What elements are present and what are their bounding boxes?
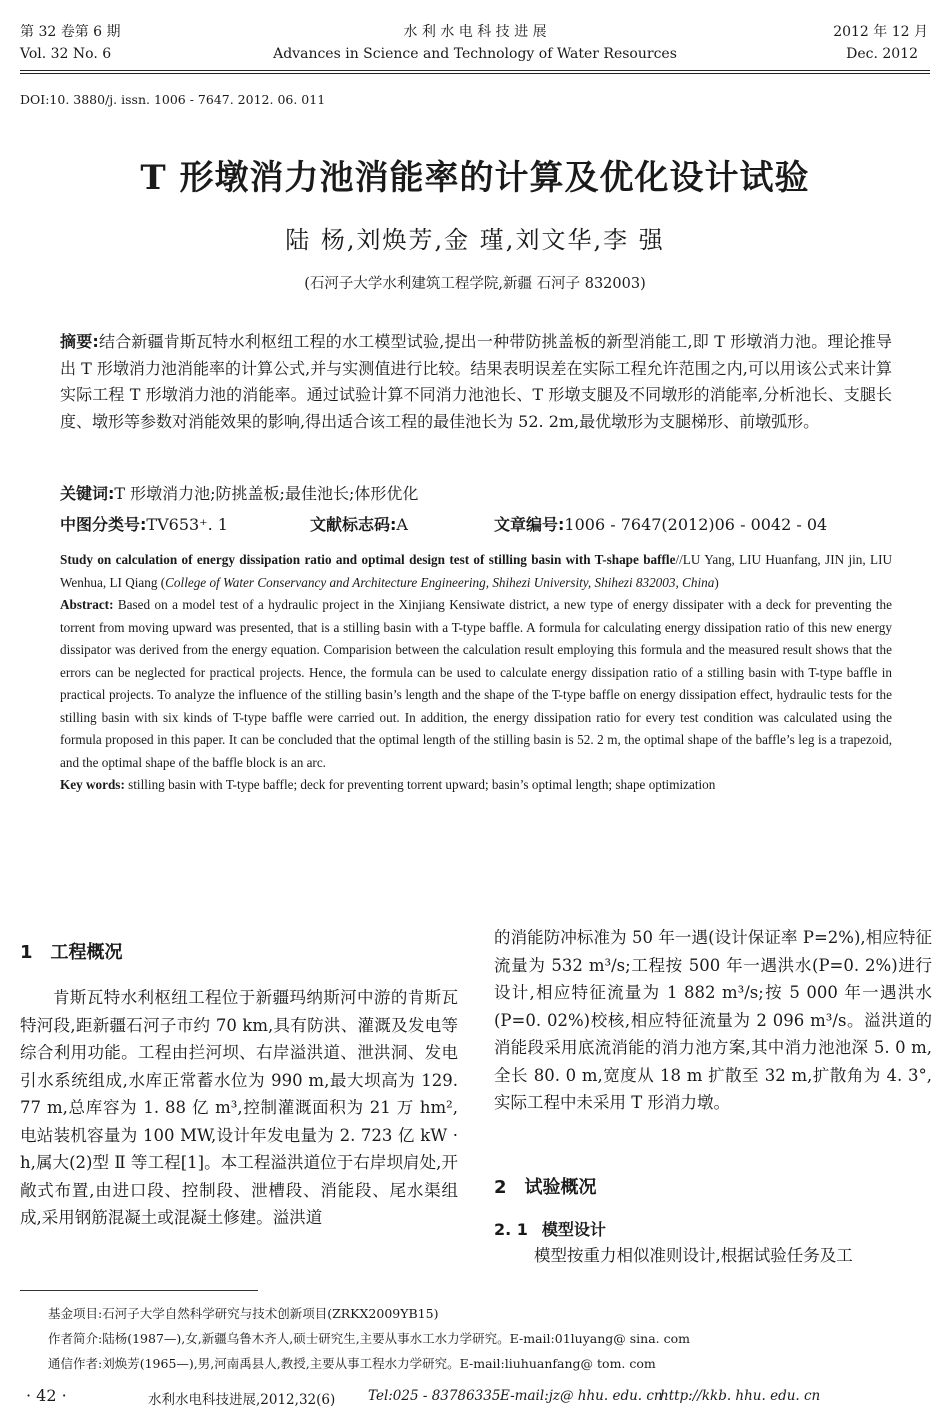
section-2-heading xyxy=(494,1173,597,1199)
footer-tel: Tel:025 - 83786335 xyxy=(368,1388,501,1404)
page-number: · 42 · xyxy=(26,1386,67,1405)
header-journal-en: Advances in Science and Technology of Water Resources xyxy=(273,46,677,62)
english-abstract-text: Based on a model test of a hydraulic project in the Xinjiang Kensiwate district, a new type of energy dissipater with a deck for preventing the torrent from moving upward was presented, that is a stilling basin with a T-type baffle. A formula for calculating energy dissipation ratio of this new energy dissipator was derived from the energy equation. Comparision between the calculation result employing this formula and the measured result shows that the errors can be neglected for practical projects. Hence, the formula can be used to calculate energy dissipation ratio of a stilling basin with T-type baffle in practical projects. To analyze the influence of the stilling basin’s length and the shape of the T-type baffle on energy dissipation effect, hydraulic tests for the stilling basin with six kinds of T-type baffle were carried out. In addition, the energy dissipation ratio for every test condition was calculated using the formula proposed in this paper. It can be concluded that the optimal length of the stilling basin is 52. 2 m, the optimal shape of the baffle’s leg is a trapezoid, and the optimal shape of the baffle block is an arc. xyxy=(60,597,892,770)
clc-label: 中图分类号: xyxy=(60,515,147,534)
english-abstract-label: Abstract: xyxy=(60,597,114,612)
authors: 陆 杨,刘焕芳,金 瑾,刘文华,李 强 xyxy=(285,226,665,254)
affiliation: (石河子大学水利建筑工程学院,新疆 石河子 832003) xyxy=(304,276,646,292)
header-date-en: Dec. 2012 xyxy=(846,46,918,62)
footnote-author-intro: 作者简介:陆杨(1987—),女,新疆乌鲁木齐人,硕士研究生,主要从事水工水力学研究。E-mail:01luyang@ sina. com xyxy=(48,1331,690,1346)
abstract-en-block xyxy=(60,549,892,797)
english-title: Study on calculation of energy dissipation ratio and optimal design test of stilling basin with T-shape baffle xyxy=(60,552,676,567)
keywords-cn xyxy=(60,484,418,504)
keywords-cn-text: T 形墩消力池;防挑盖板;最佳池长;体形优化 xyxy=(114,484,419,503)
article-number xyxy=(494,515,827,535)
header-date: 2012 年 12 月 xyxy=(833,24,928,40)
right-column-paragraph: 的消能防冲标准为 50 年一遇(设计保证率 P=2%),相应特征流量为 532 m³/s;工程按 500 年一遇洪水(P=0. 2%)进行设计,相应特征流量为 1 882 m³/s;按 5 000 年一遇洪水(P=0. 02%)校核,相应特征流量为 2 096 m³/s。溢洪道的消能段采用底流消能的消力池方案,其中消力池池深 5. 0 m,全长 80. 0 m,宽度从 18 m 扩散至 32 m,扩散角为 4. 3°,实际工程中未采用 T 形消力墩。 xyxy=(494,928,932,1112)
footer-website: http://kkb. hhu. edu. cn xyxy=(660,1388,821,1404)
footnote-corresponding: 通信作者:刘焕芳(1965—),男,河南禹县人,教授,主要从事工程水力学研究。E-mail:liuhuanfang@ tom. com xyxy=(48,1356,656,1371)
subsection-2-1-heading xyxy=(494,1217,606,1240)
english-title-line xyxy=(60,549,892,594)
section-2-number: 2 xyxy=(494,1177,507,1198)
abstract-cn-label: 摘要: xyxy=(60,332,99,351)
section-2-title: 试验概况 xyxy=(524,1177,597,1198)
footnote-fund: 基金项目:石河子大学自然科学研究与技术创新项目(ZRKX2009YB15) xyxy=(48,1306,439,1321)
header-journal-cn: 水 利 水 电 科 技 进 展 xyxy=(403,24,547,40)
english-keywords xyxy=(60,774,892,797)
header-rule xyxy=(20,70,930,71)
clc-value: TV653⁺. 1 xyxy=(146,515,228,534)
footnote-rule xyxy=(20,1290,258,1291)
section-1-paragraph: 肯斯瓦特水利枢纽工程位于新疆玛纳斯河中游的肯斯瓦特河段,距新疆石河子市约 70 km,具有防洪、灌溉及发电等综合利用功能。工程由拦河坝、右岸溢洪道、泄洪洞、发电引水系统组成,水库正常蓄水位为 990 m,最大坝高为 129. 77 m,总库容为 1. 88 亿 m³,控制灌溉面积为 21 万 hm²,电站装机容量为 100 MW,设计年发电量为 2. 723 亿 kW · h,属大(2)型 Ⅱ 等工程[1]。本工程溢洪道位于右岸坝肩处,开敞式布置,由进口段、控制段、泄槽段、消能段、尾水渠组成,采用钢筋混凝土或混凝土修建。溢洪道 xyxy=(20,988,458,1227)
subsection-2-1-paragraph: 模型按重力相似准则设计,根据试验任务及工 xyxy=(534,1246,853,1265)
section-1-number: 1 xyxy=(20,942,33,963)
abstract-cn-text: 结合新疆肯斯瓦特水利枢纽工程的水工模型试验,提出一种带防挑盖板的新型消能工,即 T 形墩消力池。理论推导出 T 形墩消力池消能率的计算公式,并与实测值进行比较。结果表明误差在实际工程允许范围之内,可以用该公式来计算实际工程 T 形墩消力池的消能率。通过试验计算不同消力池池长、T 形墩支腿及不同墩形的消能率,分析池长、支腿长度、墩形等参数对消能效果的影响,得出适合该工程的最佳池长为 52. 2m,最优墩形为支腿梯形、前墩弧形。 xyxy=(60,332,892,431)
keywords-cn-label: 关键词: xyxy=(60,484,115,503)
article-number-label: 文章编号: xyxy=(494,515,565,534)
abstract-cn xyxy=(60,329,892,435)
subsection-2-1-title: 模型设计 xyxy=(541,1220,606,1239)
article-number-value: 1006 - 7647(2012)06 - 0042 - 04 xyxy=(564,515,828,534)
english-authors: //LU Yang, LIU Huanfang, JIN jin, LIU Wenhua, LI Qiang ( xyxy=(60,552,892,590)
english-abstract xyxy=(60,594,892,774)
header-volume: 第 32 卷第 6 期 xyxy=(20,24,121,40)
english-affiliation-close: ) xyxy=(714,574,719,590)
section-1-title: 工程概况 xyxy=(50,942,123,963)
header-rule-2 xyxy=(20,73,930,74)
subsection-2-1-number: 2. 1 xyxy=(494,1220,528,1239)
footer-journal: 水利水电科技进展,2012,32(6) xyxy=(148,1392,336,1408)
section-1-heading xyxy=(20,938,123,964)
english-affiliation: College of Water Conservancy and Architecture Engineering, Shihezi University, Shihezi 832003, China xyxy=(165,574,715,590)
doc-code xyxy=(310,515,408,535)
doc-code-label: 文献标志码: xyxy=(310,515,397,534)
header-volume-en: Vol. 32 No. 6 xyxy=(20,46,112,62)
paper-title: T 形墩消力池消能率的计算及优化设计试验 xyxy=(140,158,810,198)
clc-number xyxy=(60,515,228,535)
footer-email: E-mail:jz@ hhu. edu. cn xyxy=(500,1388,663,1404)
english-keywords-text: stilling basin with T-type baffle; deck for preventing torrent upward; basin’s optimal length; shape optimization xyxy=(124,777,716,792)
doc-code-value: A xyxy=(396,515,408,534)
doi: DOI:10. 3880/j. issn. 1006 - 7647. 2012. 06. 011 xyxy=(20,92,326,107)
english-keywords-label: Key words: xyxy=(60,777,125,792)
